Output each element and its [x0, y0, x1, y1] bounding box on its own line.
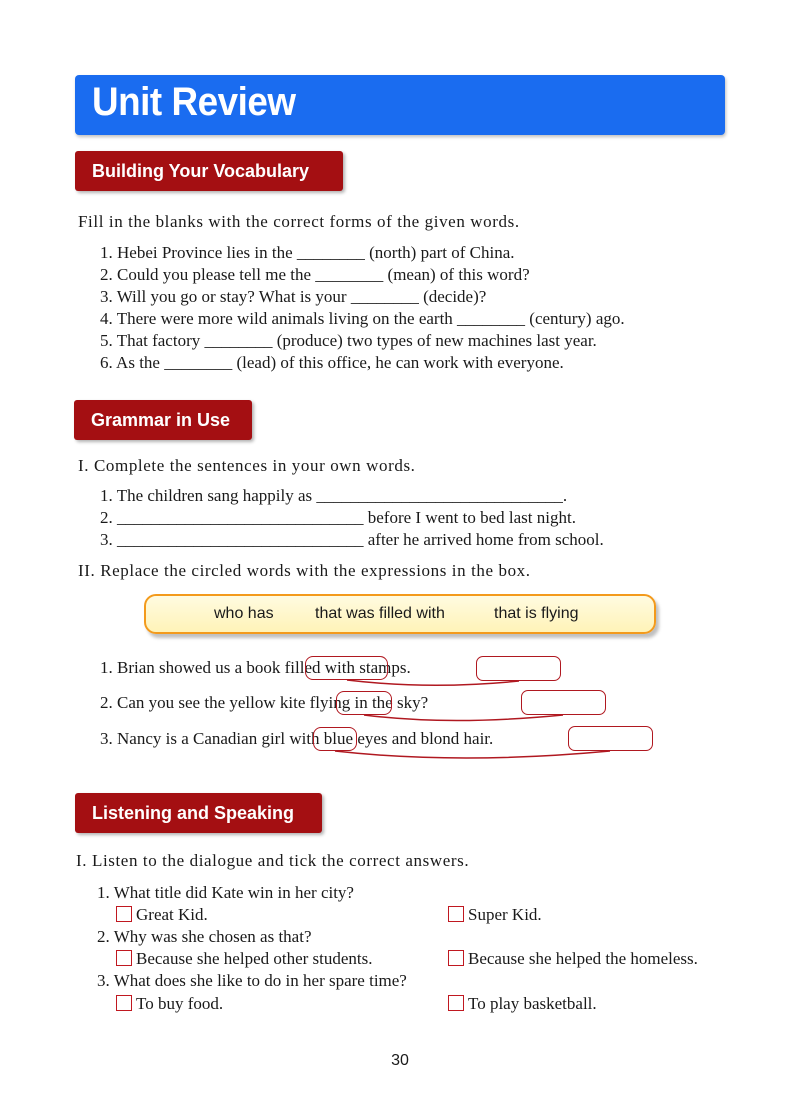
option-b[interactable] [448, 905, 542, 925]
page-number: 30 [391, 1052, 409, 1069]
grammar-part1-item: 2. _____________________________ before I went to bed last night. [100, 508, 576, 527]
replace-item-text: 1. Brian showed us a book [100, 658, 285, 677]
word-circle [305, 656, 388, 680]
option-label: To play basketball. [468, 994, 597, 1013]
checkbox-icon[interactable] [448, 995, 464, 1011]
grammar-part1-item: 1. The children sang happily as _____________________________. [100, 486, 568, 505]
listening-heading: Listening and Speaking [75, 793, 322, 833]
answer-box-3[interactable] [568, 726, 653, 751]
expression-that-is-flying: that is flying [494, 605, 579, 622]
word-circle [313, 727, 357, 751]
checkbox-icon[interactable] [116, 906, 132, 922]
checkbox-icon[interactable] [448, 950, 464, 966]
grammar-heading: Grammar in Use [74, 400, 252, 440]
circled-word: with [289, 729, 320, 748]
expression-box [144, 594, 656, 634]
replace-item-3 [100, 729, 493, 749]
unit-title-banner [75, 75, 725, 135]
replace-item-text: blue eyes and blond hair. [319, 729, 494, 748]
option-a[interactable] [116, 949, 373, 969]
circled-word: filled with [284, 658, 355, 677]
vocabulary-item: 1. Hebei Province lies in the ________ (north) part of China. [100, 243, 515, 262]
vocabulary-item: 2. Could you please tell me the ________ (mean) of this word? [100, 265, 530, 284]
replace-item-text: 3. Nancy is a Canadian girl [100, 729, 290, 748]
option-a[interactable] [116, 994, 223, 1014]
listening-instruction: I. Listen to the dialogue and tick the correct answers. [76, 851, 470, 870]
vocabulary-item: 5. That factory ________ (produce) two types of new machines last year. [100, 331, 597, 350]
checkbox-icon[interactable] [116, 950, 132, 966]
listening-question: 1. What title did Kate win in her city? [97, 883, 354, 902]
vocabulary-heading: Building Your Vocabulary [75, 151, 343, 191]
option-label: Super Kid. [468, 905, 542, 924]
vocabulary-item: 4. There were more wild animals living on the earth ________ (century) ago. [100, 309, 625, 328]
listening-question: 2. Why was she chosen as that? [97, 927, 312, 946]
option-a[interactable] [116, 905, 208, 925]
grammar-part1-instruction: I. Complete the sentences in your own words. [78, 456, 416, 475]
answer-box-2[interactable] [521, 690, 606, 715]
word-circle [336, 691, 392, 715]
option-b[interactable] [448, 949, 698, 969]
expression-that-was-filled-with: that was filled with [315, 605, 445, 622]
listening-question: 3. What does she like to do in her spare time? [97, 971, 407, 990]
option-b[interactable] [448, 994, 597, 1014]
answer-box-1[interactable] [476, 656, 561, 681]
checkbox-icon[interactable] [448, 906, 464, 922]
option-label: Because she helped the homeless. [468, 949, 698, 968]
expression-who-has: who has [214, 605, 274, 622]
vocabulary-item: 6. As the ________ (lead) of this office, he can work with everyone. [100, 353, 564, 372]
replace-item-text: in the sky? [350, 693, 429, 712]
option-label: Great Kid. [136, 905, 208, 924]
option-label: Because she helped other students. [136, 949, 373, 968]
replace-item-text: 2. Can you see the yellow kite [100, 693, 310, 712]
vocabulary-instruction: Fill in the blanks with the correct forms of the given words. [78, 212, 520, 231]
grammar-part1-item: 3. _____________________________ after he arrived home from school. [100, 530, 604, 549]
option-label: To buy food. [136, 994, 224, 1013]
checkbox-icon[interactable] [116, 995, 132, 1011]
vocabulary-item: 3. Will you go or stay? What is your ________ (decide)? [100, 287, 487, 306]
circled-word: flying [309, 693, 351, 712]
unit-title: Unit Review [92, 80, 296, 124]
grammar-part2-instruction: II. Replace the circled words with the expressions in the box. [78, 561, 531, 580]
replace-item-text: stamps. [354, 658, 411, 677]
